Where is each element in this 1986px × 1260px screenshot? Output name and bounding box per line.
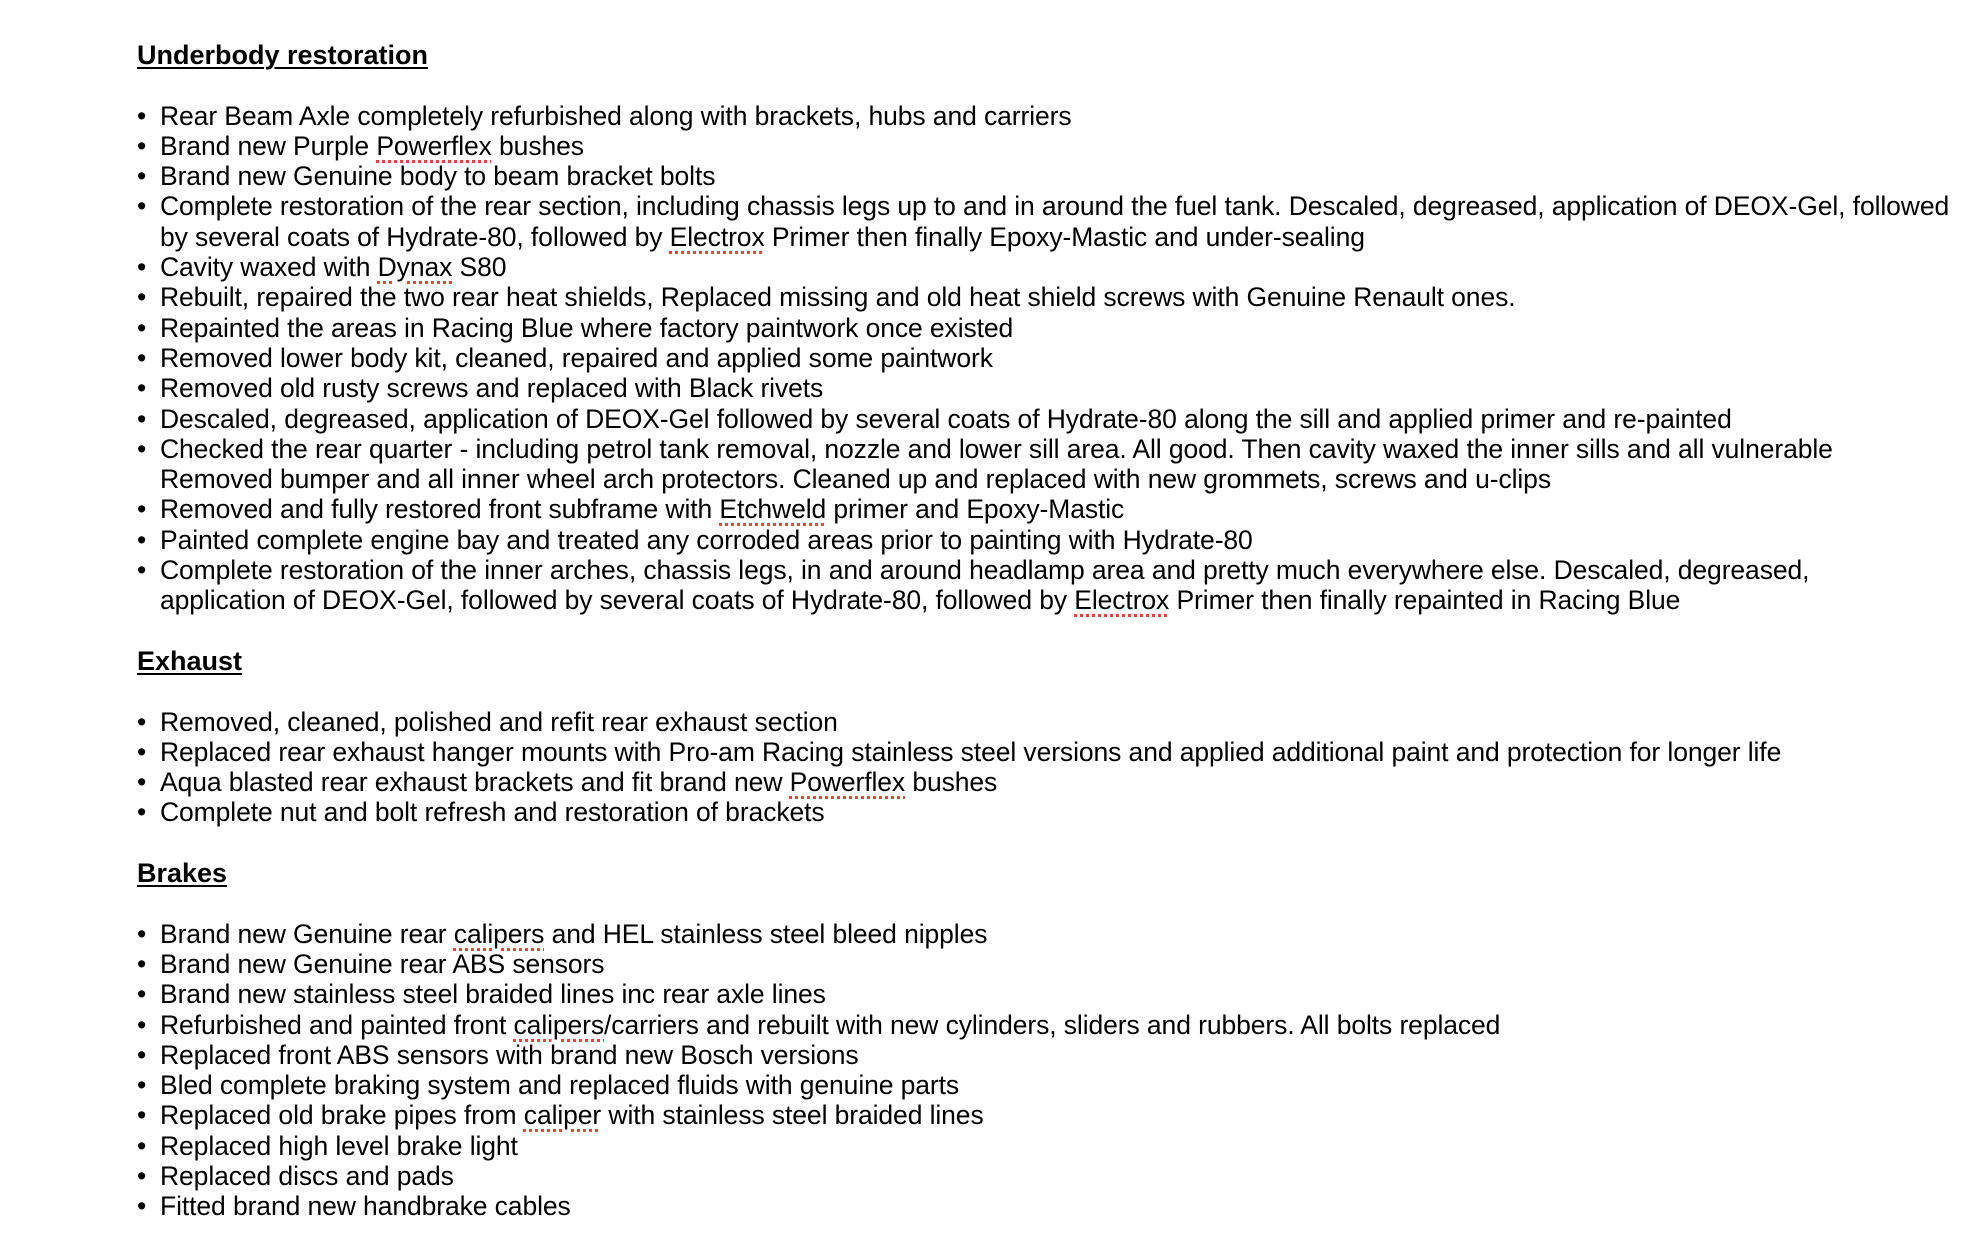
section-spacer bbox=[137, 616, 1967, 646]
heading-spacer bbox=[137, 888, 1967, 918]
section-underbody-restoration bbox=[137, 40, 1967, 616]
list-item: • Complete restoration of the rear section, including chassis legs up to and in around the fuel tank. Descaled, degreased, application of DEOX-Gel, followed by several coats of Hydrate-80, followed by Electrox Primer then finally Epoxy-Mastic and under-sealing bbox=[137, 191, 1957, 252]
list-item: • Rebuilt, repaired the two rear heat shields, Replaced missing and old heat shield screws with Genuine Renault ones. bbox=[137, 282, 1516, 313]
section-heading: Underbody restoration bbox=[137, 40, 429, 70]
bullet-icon: • bbox=[137, 706, 147, 737]
bullet-icon: • bbox=[137, 1160, 147, 1191]
list-item: • Rear Beam Axle completely refurbished along with brackets, hubs and carriers bbox=[137, 100, 1072, 131]
list-item: • Brand new stainless steel braided lines inc rear axle lines bbox=[137, 979, 826, 1010]
list-item: • Brand new Purple Powerflex bushes bbox=[137, 130, 584, 161]
bullet-icon: • bbox=[137, 312, 147, 343]
bullet-icon: • bbox=[137, 1039, 147, 1070]
spellcheck-flagged-word[interactable]: Powerflex bbox=[789, 767, 906, 798]
list-item: • Aqua blasted rear exhaust brackets and fit brand new Powerflex bushes bbox=[137, 767, 998, 798]
heading-spacer bbox=[137, 70, 1967, 100]
bullet-icon: • bbox=[137, 252, 147, 283]
spellcheck-flagged-word[interactable]: Dynax bbox=[377, 252, 453, 283]
spellcheck-flagged-word[interactable]: caliper bbox=[523, 1100, 602, 1131]
bullet-icon: • bbox=[137, 979, 147, 1010]
list-item: • Complete nut and bolt refresh and restoration of brackets bbox=[137, 797, 825, 828]
list-item: • Brand new Genuine rear calipers and HEL stainless steel bleed nipples bbox=[137, 918, 988, 949]
bullet-icon: • bbox=[137, 948, 147, 979]
spellcheck-flagged-word[interactable]: calipers bbox=[513, 1009, 605, 1040]
bullet-icon: • bbox=[137, 191, 147, 222]
bullet-icon: • bbox=[137, 494, 147, 525]
list-item: • Descaled, degreased, application of DEOX-Gel followed by several coats of Hydrate-80 along the sill and applied primer and re-painted bbox=[137, 403, 1732, 434]
sections-container bbox=[137, 40, 1967, 1222]
bullet-icon: • bbox=[137, 403, 147, 434]
bullet-icon: • bbox=[137, 555, 147, 586]
bullet-icon: • bbox=[137, 373, 147, 404]
bullet-list bbox=[137, 101, 1967, 616]
list-item: • Refurbished and painted front calipers/carriers and rebuilt with new cylinders, sliders and rubbers. All bolts replaced bbox=[137, 1009, 1501, 1040]
bullet-icon: • bbox=[137, 767, 147, 798]
list-item: • Removed and fully restored front subframe with Etchweld primer and Epoxy-Mastic bbox=[137, 494, 1125, 525]
list-item: • Repainted the areas in Racing Blue where factory paintwork once existed bbox=[137, 312, 1014, 343]
section-spacer bbox=[137, 828, 1967, 858]
bullet-icon: • bbox=[137, 524, 147, 555]
section-heading: Brakes bbox=[137, 858, 228, 889]
bullet-icon: • bbox=[137, 1009, 147, 1040]
section-exhaust bbox=[137, 616, 1967, 828]
list-item: • Replaced discs and pads bbox=[137, 1160, 454, 1191]
list-item: • Bled complete braking system and replaced fluids with genuine parts bbox=[137, 1070, 960, 1101]
list-item: • Cavity waxed with Dynax S80 bbox=[137, 252, 507, 283]
section-heading: Exhaust bbox=[137, 645, 243, 676]
spellcheck-flagged-word[interactable]: Powerflex bbox=[376, 130, 492, 161]
bullet-icon: • bbox=[137, 100, 147, 131]
list-item: • Brand new Genuine rear ABS sensors bbox=[137, 948, 605, 979]
bullet-icon: • bbox=[137, 918, 147, 949]
list-item: • Removed, cleaned, polished and refit rear exhaust section bbox=[137, 706, 838, 737]
list-item: • Replaced high level brake light bbox=[137, 1130, 518, 1161]
list-item: • Brand new Genuine body to beam bracket bolts bbox=[137, 161, 716, 192]
bullet-icon: • bbox=[137, 1100, 147, 1131]
bullet-icon: • bbox=[137, 1130, 147, 1161]
list-item: • Fitted brand new handbrake cables bbox=[137, 1191, 571, 1222]
bullet-icon: • bbox=[137, 161, 147, 192]
bullet-list bbox=[137, 919, 1967, 1222]
list-item: • Removed lower body kit, cleaned, repaired and applied some paintwork bbox=[137, 342, 993, 373]
bullet-icon: • bbox=[137, 433, 147, 464]
bullet-list bbox=[137, 707, 1967, 828]
heading-spacer bbox=[137, 676, 1967, 706]
spellcheck-flagged-word[interactable]: Electrox bbox=[669, 221, 765, 252]
list-item: • Replaced old brake pipes from caliper with stainless steel braided lines bbox=[137, 1100, 984, 1131]
bullet-icon: • bbox=[137, 736, 147, 767]
bullet-icon: • bbox=[137, 797, 147, 828]
bullet-icon: • bbox=[137, 1191, 147, 1222]
spellcheck-flagged-word[interactable]: Electrox bbox=[1074, 585, 1170, 616]
bullet-icon: • bbox=[137, 342, 147, 373]
section-brakes bbox=[137, 828, 1967, 1222]
list-item: • Removed old rusty screws and replaced with Black rivets bbox=[137, 373, 824, 404]
spellcheck-flagged-word[interactable]: Etchweld bbox=[719, 494, 827, 525]
list-item: • Painted complete engine bay and treated any corroded areas prior to painting with Hydrate-80 bbox=[137, 524, 1253, 555]
bullet-icon: • bbox=[137, 1070, 147, 1101]
bullet-icon: • bbox=[137, 130, 147, 161]
spellcheck-flagged-word[interactable]: calipers bbox=[453, 918, 545, 949]
document-body bbox=[137, 40, 1967, 1222]
list-item: • Replaced rear exhaust hanger mounts with Pro-am Racing stainless steel versions and applied additional paint and protection for longer life bbox=[137, 736, 1782, 767]
list-item: • Checked the rear quarter - including petrol tank removal, nozzle and lower sill area. All good. Then cavity waxed the inner sills and all vulnerable Removed bumper and all inner wheel arch protectors. Cleaned up and replaced with new grommets, screws and u-clips bbox=[137, 433, 1833, 495]
bullet-icon: • bbox=[137, 282, 147, 313]
list-item: • Replaced front ABS sensors with brand new Bosch versions bbox=[137, 1039, 859, 1070]
list-item: • Complete restoration of the inner arches, chassis legs, in and around headlamp area and pretty much everywhere else. Descaled, degreased, application of DEOX-Gel, followed by several coats of Hydrate-80, followed by Electrox Primer then finally repainted in Racing Blue bbox=[137, 555, 1810, 616]
